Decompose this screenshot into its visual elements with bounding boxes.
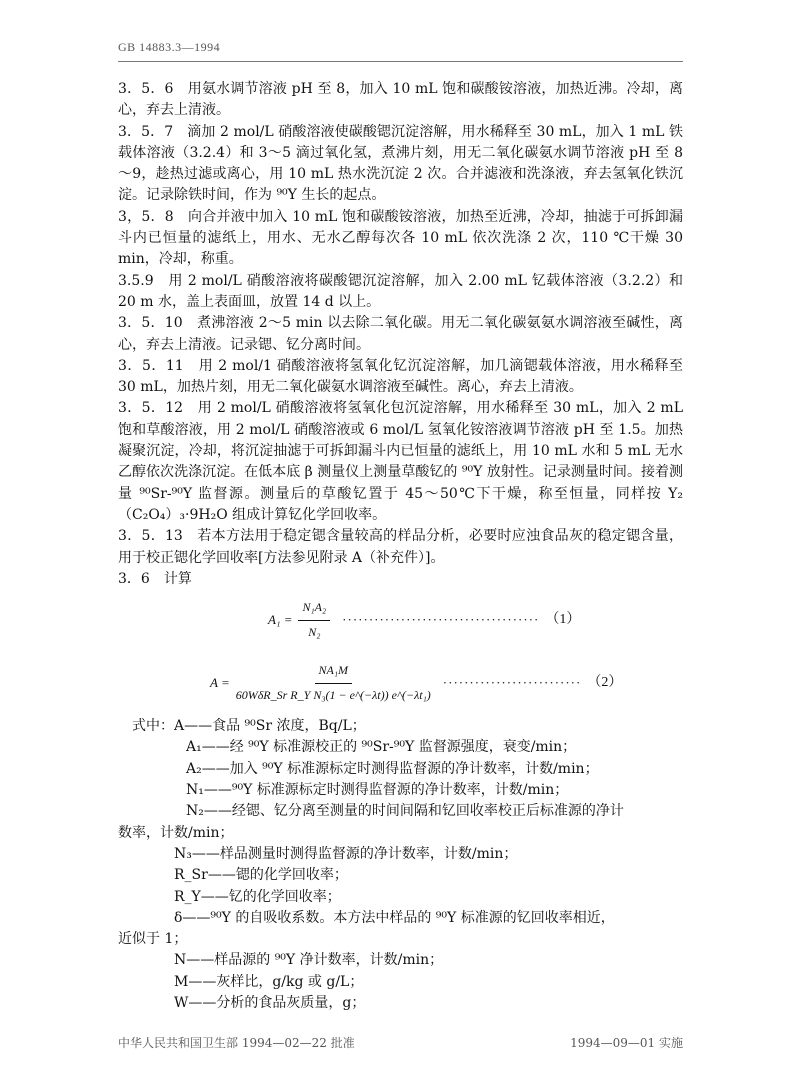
- formula-2-number: （2）: [587, 675, 623, 691]
- paragraph-3-5-6: 3．5．6 用氨水调节溶液 pH 至 8，加入 10 mL 饱和碳酸铵溶液，加热近沸。冷却，离心，弃去上清液。: [118, 81, 683, 119]
- definition-item: M——灰样比，g/kg 或 g/L；: [174, 973, 364, 990]
- paragraph-3-5-8: 3，5．8 向合并液中加入 10 mL 饱和碳酸铵溶液，加热至近沸，冷却，抽滤于可拆卸漏斗内已恒量的滤纸上，用水、无水乙醇每次各 10 mL 依次洗涤 2 次，110 ℃干燥 30 min，冷却，称重。: [118, 208, 683, 268]
- formula-2-denominator: 60WδR_Sr R_Y N₃(1 − e^(−λt)) e^(−λt₁): [235, 687, 431, 702]
- formula-2-lhs: A =: [210, 675, 230, 691]
- definition-item: 近似于 1；: [118, 931, 188, 948]
- definition-item: δ——⁹⁰Y 的自吸收系数。本方法中样品的 ⁹⁰Y 标准源的钇回收率相近，: [174, 909, 615, 926]
- implementation-footer: 1994—09—01 实施: [570, 1036, 683, 1050]
- definitions-intro-label: 式中：: [132, 718, 174, 735]
- formula-2-fraction: [236, 660, 431, 706]
- formula-2-leader-dots: ··························: [442, 675, 582, 691]
- formula-1: [118, 590, 683, 650]
- formula-1-numerator: N₁A₂: [298, 597, 330, 620]
- paragraph-3-5-11: 3．5．11 用 2 mol/1 硝酸溶液将氢氧化钇沉淀溶解，加几滴锶载体溶液，用水稀释至 30 mL，加热片刻，用无二氧化碳氨水调溶液至碱性。离心，弃去上清液。: [118, 357, 683, 396]
- paragraph-3-5-13: 3．5．13 若本方法用于稳定锶含量较高的样品分析，必要时应浊食品灰的稳定锶含量，用于校正锶化学回收率[方法参见附录 A（补充件）]。: [118, 528, 683, 566]
- definition-item: N₂——经锶、钇分离至测量的时间间隔和钇回收率校正后标准源的净计: [186, 803, 624, 820]
- section-3-6-heading: 3．6 计算: [118, 570, 192, 587]
- definition-item: R_Y——钇的化学回收率；: [174, 888, 341, 905]
- definition-item: R_Sr——锶的化学回收率；: [174, 867, 348, 884]
- header-rule: [118, 61, 683, 62]
- definition-item: A₁——经 ⁹⁰Y 标准源校正的 ⁹⁰Sr-⁹⁰Y 监督源强度，衰变/min；: [186, 739, 577, 756]
- formula-2-numerator: NA₁M: [315, 660, 353, 683]
- formula-1-denominator: N₂: [308, 624, 321, 639]
- definition-item: N₁——⁹⁰Y 标准源标定时测得监督源的净计数率，计数/min；: [186, 782, 569, 799]
- paragraph-3-5-12: 3．5．12 用 2 mol/L 硝酸溶液将氢氧化包沉淀溶解，用水稀释至 30 mL，加入 2 mL 饱和草酸溶液，用 2 mol/L 硝酸溶液或 6 mol/L 氢氧化铵溶液调节溶液 pH 至 1.5。加热凝聚沉淀，冷却，将沉淀抽滤于可拆卸漏斗内已恒量的滤纸上，用 10 mL 水和 5 mL 无水乙醇依次洗涤沉淀。在低本底 β 测量仪上测量草酸钇的 ⁹⁰Y 放射性。记录测量时间。接着测量 ⁹⁰Sr-⁹⁰Y 监督源。测量后的草酸钇置于 45～50℃下干燥，称至恒量，同样按 Y₂（C₂O₄）₃·9H₂O 组成计算钇化学回收率。: [118, 400, 683, 523]
- paragraph-3-5-10: 3．5．10 煮沸溶液 2～5 min 以去除二氧化碳。用无二氧化碳氨氨水调溶液至碱性，离心，弃去上清液。记录锶、钇分离时间。: [118, 315, 683, 353]
- definition-item: 数率，计数/min；: [118, 824, 234, 841]
- formula-1-fraction: [298, 597, 330, 643]
- formula-2: [118, 650, 683, 716]
- definition-item: N——样品源的 ⁹⁰Y 净计数率，计数/min；: [174, 952, 444, 969]
- document-body: [118, 79, 683, 1014]
- paragraph-3-5-9: 3.5.9 用 2 mol/L 硝酸溶液将碳酸锶沉淀溶解，加入 2.00 mL 钇载体溶液（3.2.2）和 20 m 水，盖上表面皿，放置 14 d 以上。: [118, 272, 683, 310]
- formula-1-leader-dots: ·····································: [342, 612, 540, 628]
- definition-item: A₂——加入 ⁹⁰Y 标准源标定时测得监督源的净计数率，计数/min；: [186, 760, 599, 777]
- definition-item: W——分析的食品灰质量，g；: [174, 994, 366, 1011]
- definition-item: A——食品 ⁹⁰Sr 浓度，Bq/L；: [174, 718, 366, 735]
- standard-code-header: GB 14883.3—1994: [118, 40, 221, 54]
- approval-footer: 中华人民共和国卫生部 1994—02—22 批准: [118, 1036, 355, 1050]
- formula-1-number: （1）: [545, 612, 581, 628]
- definition-item: N₃——样品测量时测得监督源的净计数率，计数/min；: [174, 845, 518, 862]
- paragraph-3-5-7: 3．5．7 滴加 2 mol/L 硝酸溶液使碳酸锶沉淀溶解，用水稀释至 30 mL，加入 1 mL 铁载体溶液（3.2.4）和 3～5 滴过氧化氢，煮沸片刻，用无二氧化碳氨水调节溶液 pH 至 8～9，趁热过滤或离心，用 10 mL 热水洗沉淀 2 次。合并滤液和洗涤液，弃去氢氧化铁沉淀。记录除铁时间，作为 ⁹⁰Y 生长的起点。: [118, 123, 683, 204]
- definitions-intro: [118, 716, 683, 737]
- formula-1-lhs: A₁ =: [268, 612, 293, 628]
